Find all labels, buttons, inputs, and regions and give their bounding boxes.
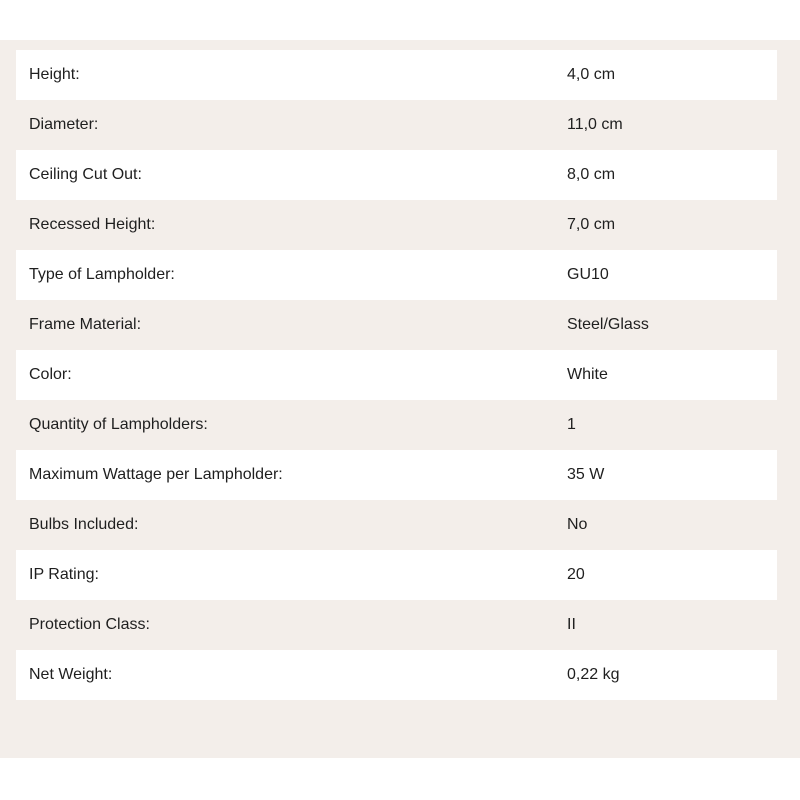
spec-label: Protection Class: [29, 616, 150, 633]
spec-value: No [567, 516, 588, 533]
spec-label: Net Weight: [29, 666, 113, 683]
spec-row-protection-class [16, 600, 777, 650]
spec-row-max-wattage [16, 450, 777, 500]
spec-row-frame-material [16, 300, 777, 350]
spec-label: Ceiling Cut Out: [29, 166, 142, 183]
spec-value: GU10 [567, 266, 609, 283]
spec-value: Steel/Glass [567, 316, 649, 333]
spec-row-height [16, 50, 777, 100]
spec-value: 7,0 cm [567, 216, 616, 233]
spec-row-lampholder-type [16, 250, 777, 300]
spec-value: 35 W [567, 466, 605, 483]
spec-row-recessed-height [16, 200, 777, 250]
spec-label: Recessed Height: [29, 216, 156, 233]
specifications-panel [0, 40, 800, 758]
spec-label: Bulbs Included: [29, 516, 139, 533]
spec-value: 0,22 kg [567, 666, 620, 683]
spec-label: Height: [29, 66, 80, 83]
spec-value: 1 [567, 416, 576, 433]
spec-label: Type of Lampholder: [29, 266, 175, 283]
spec-value: 20 [567, 566, 585, 583]
spec-label: Maximum Wattage per Lampholder: [29, 466, 283, 483]
spec-value: II [567, 616, 576, 633]
spec-row-bulbs-included [16, 500, 777, 550]
spec-label: Frame Material: [29, 316, 142, 333]
spec-label: IP Rating: [29, 566, 99, 583]
specifications-table [16, 50, 777, 700]
spec-value: 8,0 cm [567, 166, 616, 183]
spec-row-lampholder-quantity [16, 400, 777, 450]
spec-row-ip-rating [16, 550, 777, 600]
spec-label: Quantity of Lampholders: [29, 416, 208, 433]
spec-value: 11,0 cm [567, 116, 623, 133]
spec-label: Color: [29, 366, 72, 383]
spec-row-ceiling-cut-out [16, 150, 777, 200]
spec-value: 4,0 cm [567, 66, 616, 83]
spec-value: White [567, 366, 608, 383]
spec-row-color [16, 350, 777, 400]
spec-label: Diameter: [29, 116, 99, 133]
spec-row-diameter [16, 100, 777, 150]
spec-row-net-weight [16, 650, 777, 700]
